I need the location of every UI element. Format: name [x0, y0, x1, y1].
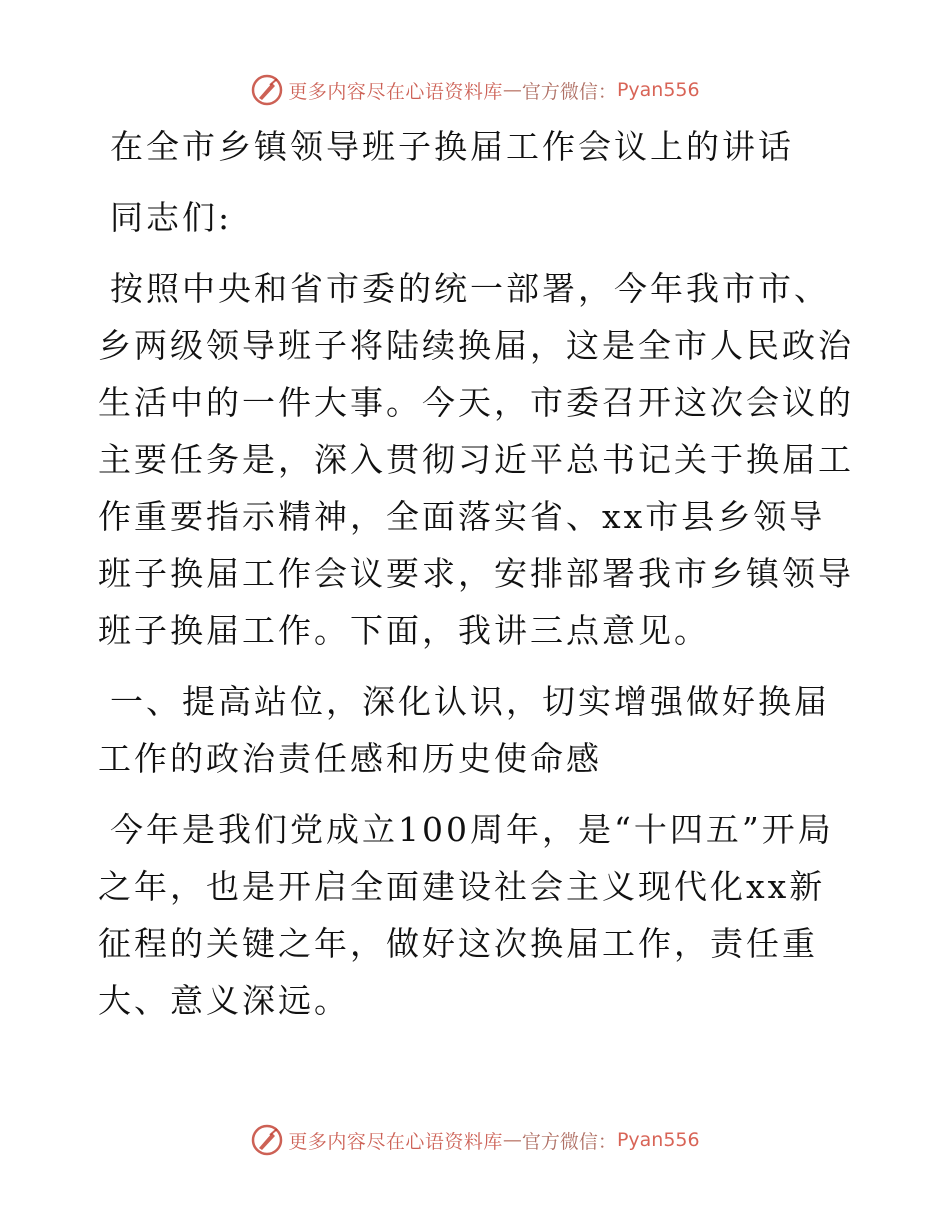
paragraph-intro: 按照中央和省市委的统一部署，今年我市市、乡两级领导班子将陆续换届，这是全市人民政治生活中的一件大事。今天，市委召开这次会议的主要任务是，深入贯彻习近平总书记关于换届工作重要指示精神，全面落实省、xx市县乡领导班子换届工作会议要求，安排部署我市乡镇领导班子换届工作。下面，我讲三点意见。	[98, 269, 854, 650]
watermark-dash: —	[502, 1129, 522, 1151]
paragraph-section-1: 今年是我们党成立100周年，是“十四五”开局之年，也是开启全面建设社会主义现代化xx新征程的关键之年，做好这次换届工作，责任重大、意义深远。	[98, 810, 834, 1020]
section-heading-1: 一、提高站位，深化认识，切实增强做好换届工作的政治责任感和历史使命感	[98, 682, 830, 778]
header-watermark	[0, 70, 950, 110]
watermark-wechat-id: Pyan556	[616, 1129, 700, 1151]
watermark-text: 更多内容尽在心语资料库	[288, 1130, 503, 1153]
quill-logo-icon	[250, 73, 284, 107]
document-title: 在全市乡镇领导班子换届工作会议上的讲话	[110, 127, 794, 166]
watermark-wechat-label: 官方微信：	[521, 80, 617, 103]
salutation: 同志们:	[110, 198, 233, 237]
watermark-wechat-label: 官方微信：	[521, 1130, 617, 1153]
footer-watermark	[0, 1120, 950, 1160]
watermark-wechat-id: Pyan556	[616, 79, 700, 101]
watermark-dash: —	[502, 79, 522, 101]
quill-logo-icon	[250, 1123, 284, 1157]
document-body	[98, 118, 858, 1043]
watermark-text: 更多内容尽在心语资料库	[288, 80, 503, 103]
